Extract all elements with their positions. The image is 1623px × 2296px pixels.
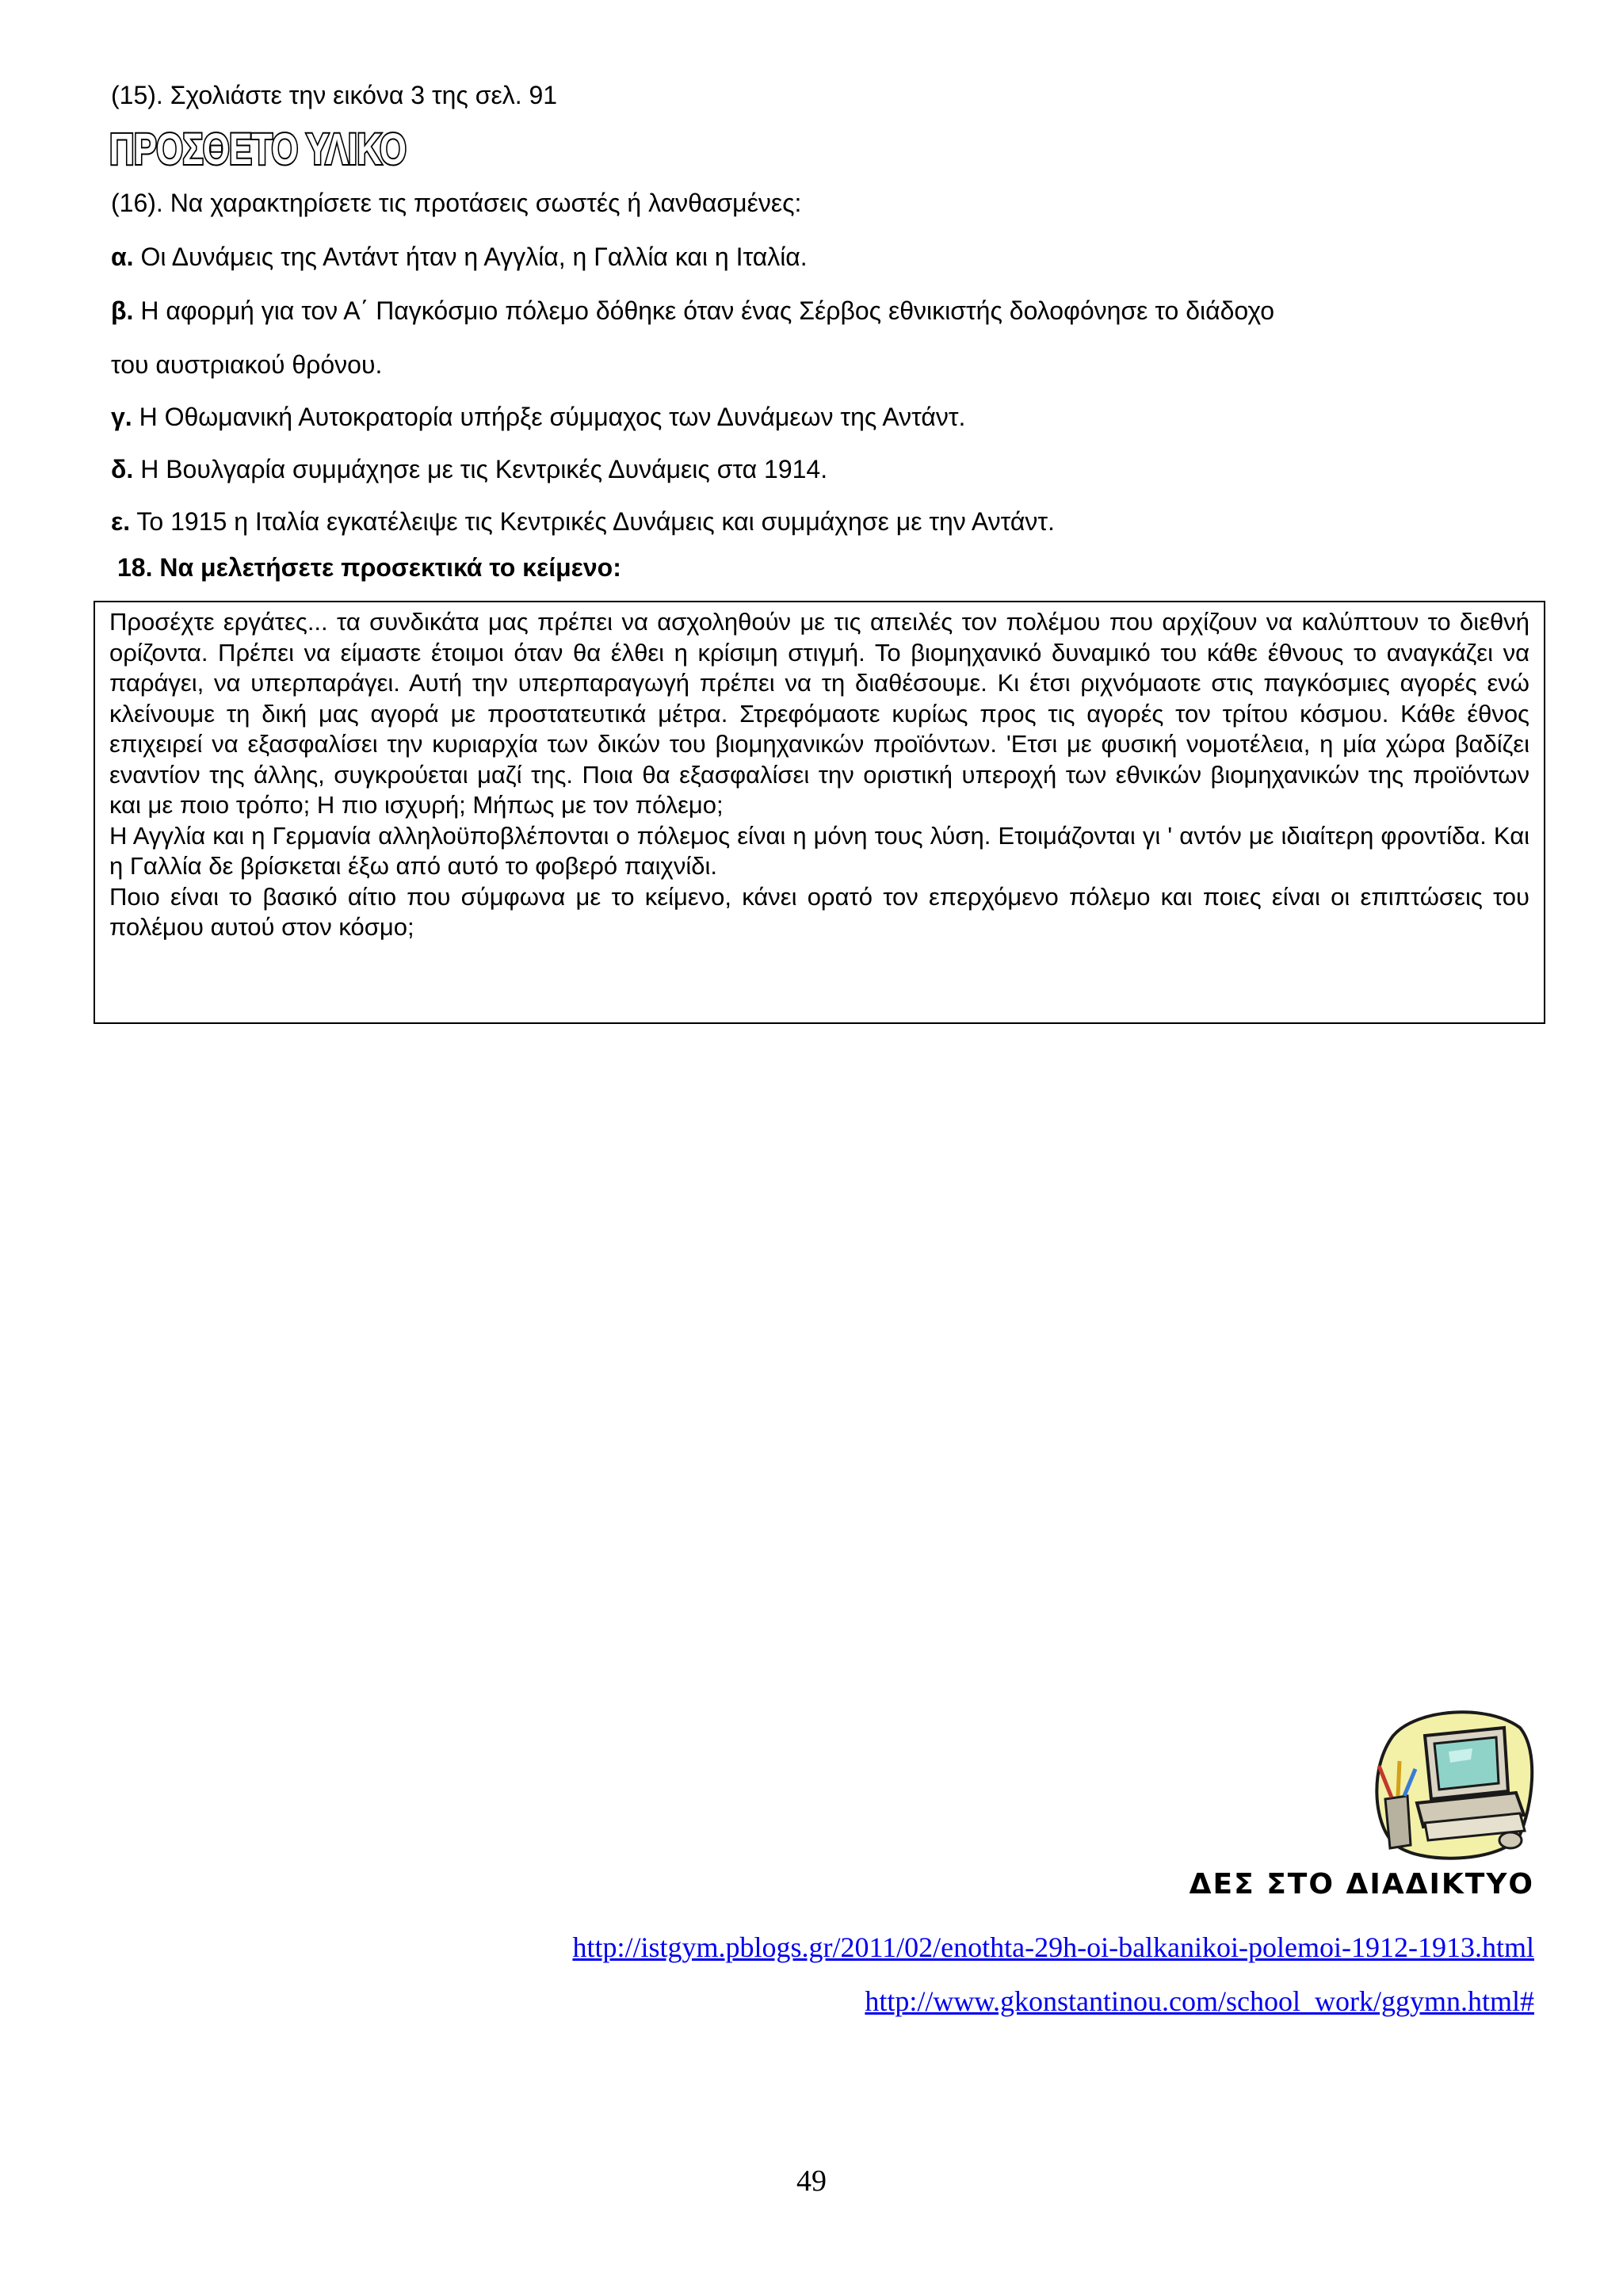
statement-text: Η αφορμή για τον Α΄ Παγκόσμιο πόλεμο δόθηκε όταν ένας Σέρβος εθνικιστής δολοφόνησε το διάδοχο [133, 296, 1275, 325]
statement-text: Το 1915 η Ιταλία εγκατέλειψε τις Κεντρικές Δυνάμεις και συμμάχησε με την Αντάντ. [130, 507, 1055, 536]
statement-a [111, 241, 808, 273]
statement-e [111, 506, 1055, 537]
statement-label: ε. [111, 507, 131, 536]
statement-label: γ. [111, 403, 132, 431]
statement-label: δ. [111, 455, 134, 483]
statement-d [111, 453, 827, 485]
source-question: Ποιο είναι το βασικό αίτιο που σύμφωνα με το κείμενο, κάνει ορατό τον επερχόμενο πόλεμο και ποιες είναι οι επιπτώσεις του πολέμου αυτού στον κόσμο; [109, 882, 1529, 941]
statement-c [111, 401, 965, 433]
extra-material-title: ΠΡΟΣΘΕΤΟ ΥΛΙΚΟ [109, 124, 407, 174]
statement-text: Η Οθωμανική Αυτοκρατορία υπήρξε σύμμαχος των Δυνάμεων της Αντάντ. [132, 403, 966, 431]
statement-b-continuation: του αυστριακού θρόνου. [111, 350, 383, 379]
computer-clipart-icon [1369, 1704, 1536, 1862]
question-18-prompt: 18. Να μελετήσετε προσεκτικά το κείμενο: [117, 553, 621, 582]
statement-label: α. [111, 243, 134, 271]
source-paragraph: Προσέχτε εργάτες... τα συνδικάτα μας πρέπει να ασχοληθούν με τις απειλές τον πολέμου που αρχίζουν να καλύπτουν το διεθνή ορίζοντα. Πρέπει να είμαστε έτοιμοι όταν θα έλθει η κρίσιμη στιγμή. Το βιομηχανικό δυναμικό του κάθε έθνους το αναγκάζει να παράγει, να υπερπαράγει. Αυτή την υπερπαραγωγή πρέπει να τη διαθέσουμε. Κι έτσι ριχνόμαοτε στις παγκόσμιες αγορές ενώ κλείνουμε τη δική μας αγορά με προστατευτικά μέτρα. Στρεφόμαοτε κυρίως προς τις αγορές τον τρίτου κόσμου. Κάθε έθνος επιχειρεί να εξασφαλίσει την κυριαρχία των δικών του βιομηχανικών προϊόντων. 'Ετσι με φυσική νομοτέλεια, η μία χώρα βαδίζει εναντίον της άλλης, συγκρούεται μαζί της. Ποια θα εξασφαλίσει την οριστική υπεροχή των εθνικών βιομηχανικών της προϊόντων και με ποιο τρόπο; Η πιο ισχυρή; Μήπως με τον πόλεμο; [109, 608, 1529, 819]
statement-label: β. [111, 296, 134, 325]
page-number: 49 [796, 2164, 827, 2198]
source-text-box [94, 601, 1545, 1024]
source-paragraph: Η Αγγλία και η Γερμανία αλληλοϋποβλέπονται ο πόλεμος είναι η μόνη τους λύση. Ετοιμάζονται γι ' αντόν με ιδιαίτερη φροντίδα. Και η Γαλλία δε βρίσκεται έξω από αυτό το φοβερό παιχνίδι. [109, 821, 1529, 880]
statement-b [111, 295, 1274, 327]
web-link-istgym[interactable]: http://istgym.pblogs.gr/2011/02/enothta-29h-oi-balkanikoi-polemoi-1912-1913.html [572, 1931, 1534, 1963]
statement-text: Η Βουλγαρία συμμάχησε με τις Κεντρικές Δυνάμεις στα 1914. [133, 455, 828, 483]
web-link-gkonstantinou[interactable]: http://www.gkonstantinou.com/school_work/ggymn.html# [865, 1985, 1534, 2017]
question-16-prompt: (16). Να χαρακτηρίσετε τις προτάσεις σωστές ή λανθασμένες: [111, 189, 802, 217]
question-15: (15). Σχολιάστε την εικόνα 3 της σελ. 91 [111, 81, 558, 109]
web-section-title: ΔΕΣ ΣΤΟ ΔΙΑΔΙΚΤΥΟ [1189, 1868, 1534, 1901]
statement-text: Οι Δυνάμεις της Αντάντ ήταν η Αγγλία, η Γαλλία και η Ιταλία. [133, 243, 808, 271]
